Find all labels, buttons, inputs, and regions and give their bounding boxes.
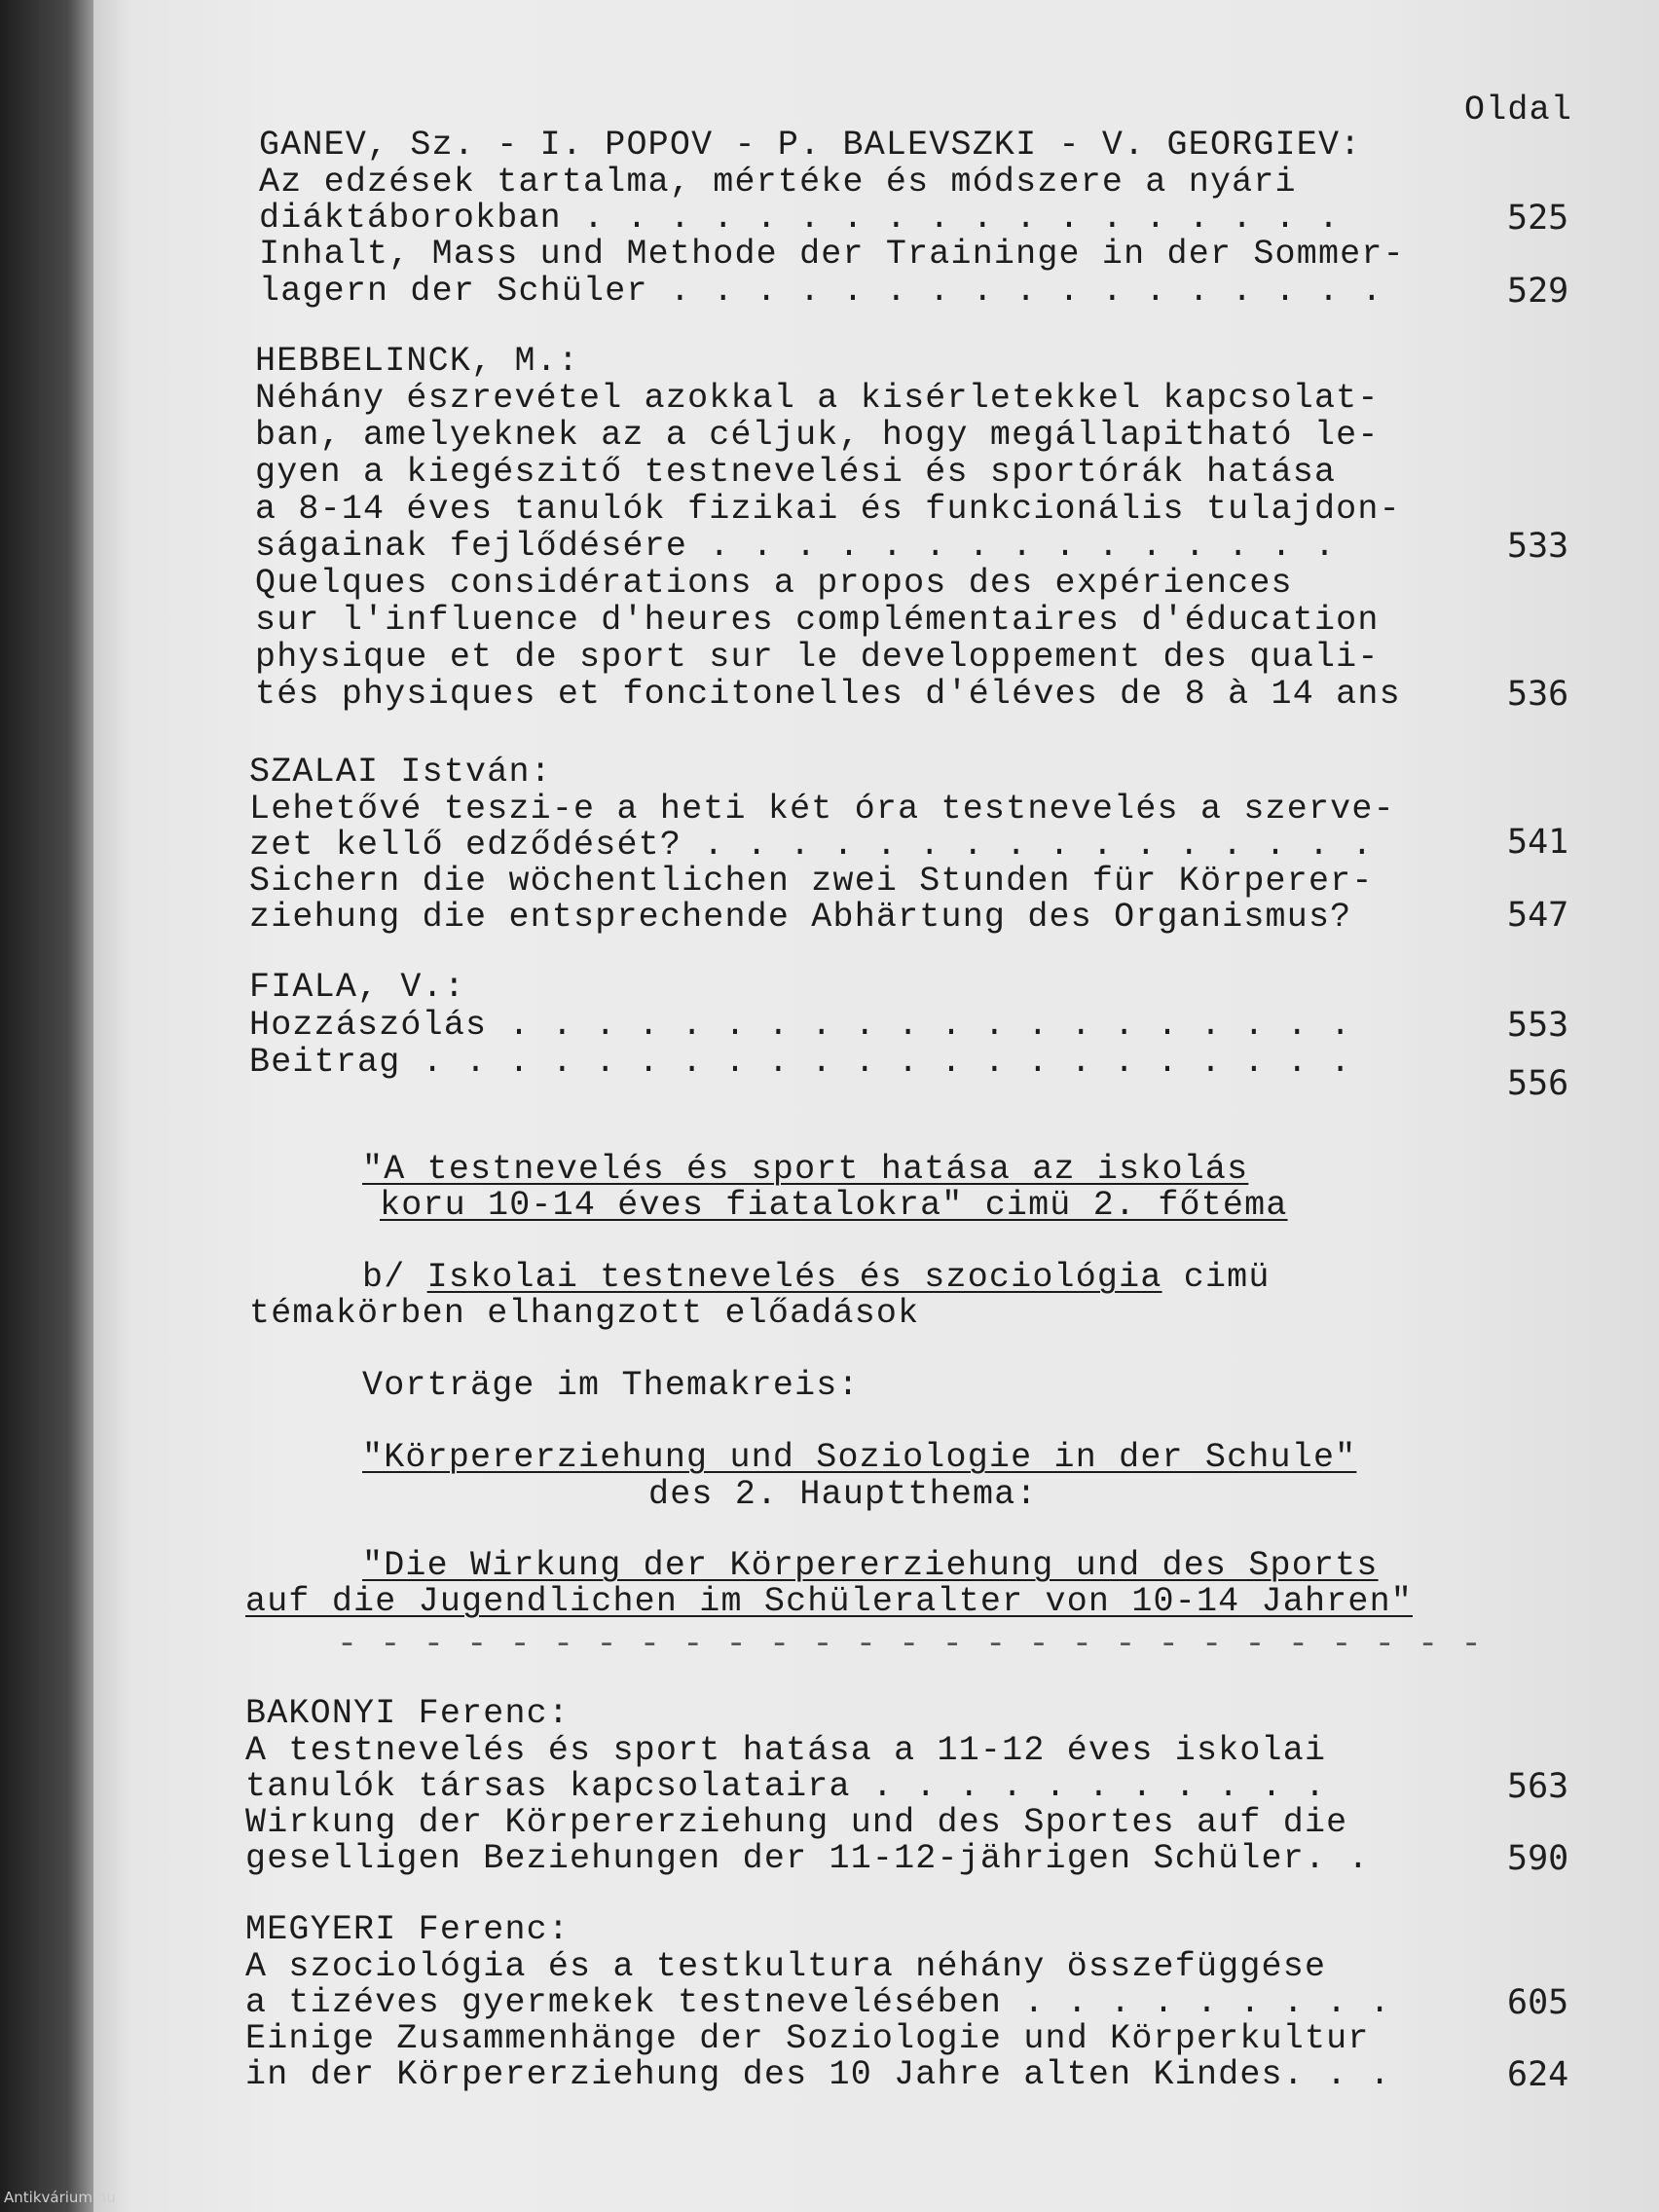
entry-author: SZALAI István: [249, 753, 552, 792]
section-haupt-de: des 2. Hauptthema: [648, 1475, 1038, 1514]
entry-title-line: physique et de sport sur le developpement des quali- [255, 638, 1380, 677]
entry-title-line: ban, amelyeknek az a céljuk, hogy megállapitható le- [255, 416, 1380, 455]
entry-title-line: Beitrag . . . . . . . . . . . . . . . . . . . . . . [249, 1043, 1352, 1082]
watermark: Antikvárium.hu [4, 2189, 116, 2206]
entry-title-line: Hozzászólás . . . . . . . . . . . . . . . . . . . . [249, 1006, 1352, 1045]
page-edge-shadow [0, 0, 93, 2212]
entry-author: BAKONYI Ferenc: [245, 1694, 571, 1733]
entry-title-line: a tizéves gyermekek testnevelésében . . . . . . . . . [245, 1983, 1391, 2022]
page-number: 590 [1507, 1839, 1569, 1878]
page-number: 536 [1507, 675, 1569, 714]
entry-title-line: Lehetővé teszi-e a heti két óra testnevelés a szerve- [249, 790, 1395, 829]
page-number: 525 [1507, 199, 1569, 238]
entry-title-line: in der Körpererziehung des 10 Jahre alten Kindes. . . [245, 2055, 1391, 2094]
document-page [93, 0, 1659, 2212]
entry-title-line: ziehung die entsprechende Abhärtung des Organismus? [249, 898, 1352, 937]
page-number: 547 [1507, 896, 1569, 935]
page-number: 541 [1507, 823, 1569, 862]
page-number: 624 [1507, 2055, 1569, 2094]
section-theme-line: "Die Wirkung der Körpererziehung und des Sports [362, 1546, 1379, 1585]
entry-author: GANEV, Sz. - I. POPOV - P. BALEVSZKI - V. GEORGIEV: [259, 126, 1362, 165]
entry-title-line: Az edzések tartalma, mértéke és módszere a nyári [259, 163, 1297, 202]
entry-title-line: Quelques considérations a propos des expériences [255, 564, 1293, 603]
section-theme-line: koru 10-14 éves fiatalokra" cimü 2. főtéma [380, 1186, 1288, 1225]
entry-author: HEBBELINCK, M.: [255, 342, 580, 381]
entry-title-line: Sichern die wöchentlichen zwei Stunden für Körperer- [249, 862, 1374, 901]
section-theme-de: "Körpererziehung und Soziologie in der Schule" [362, 1438, 1357, 1477]
page-number: 556 [1507, 1064, 1569, 1103]
subsection-title: Iskolai testnevelés és szociológia [426, 1258, 1162, 1297]
section-intro-de: Vorträge im Themakreis: [362, 1366, 860, 1405]
entry-title-line: A testnevelés és sport hatása a 11-12 éves iskolai [245, 1731, 1327, 1770]
entry-title-line: diáktáborokban . . . . . . . . . . . . . . . . . . [259, 199, 1341, 238]
subsection-line: b/ Iskolai testnevelés és szociológia cimü [362, 1258, 1271, 1297]
entry-title-line: sur l'influence d'heures complémentaires d'éducation [255, 601, 1380, 640]
entry-title-line: a 8-14 éves tanulók fizikai és funkcionális tulajdon- [255, 490, 1401, 529]
subsection-line: témakörben elhangzott előadások [249, 1294, 920, 1333]
entry-title-line: Néhány észrevétel azokkal a kisérletekkel kapcsolat- [255, 379, 1380, 418]
entry-title-line: lagern der Schüler . . . . . . . . . . . . . . . . . [259, 272, 1383, 311]
entry-title-line: gyen a kiegészitő testnevelési és sportórák hatása [255, 453, 1337, 492]
entry-title-line: geselligen Beziehungen der 11-12-jährigen Schüler. . [245, 1839, 1370, 1878]
entry-title-line: Wirkung der Körpererziehung und des Sportes auf die [245, 1803, 1348, 1842]
page-number: 605 [1507, 1983, 1569, 2022]
entry-title-line: tanulók társas kapcsolataira . . . . . . . . . . . [245, 1767, 1327, 1806]
section-theme-line: "A testnevelés és sport hatása az iskolás [362, 1150, 1249, 1189]
entry-title-line: Einige Zusammenhänge der Soziologie und Körperkultur [245, 2019, 1370, 2058]
page-column-label: Oldal [1464, 91, 1573, 129]
page-number: 563 [1507, 1767, 1569, 1806]
entry-title-line: Inhalt, Mass und Methode der Traininge in der Sommer- [259, 235, 1405, 274]
entry-author: FIALA, V.: [249, 968, 466, 1007]
entry-title-line: tés physiques et foncitonelles d'éléves de 8 à 14 ans [255, 675, 1401, 714]
page-number: 553 [1507, 1006, 1569, 1045]
entry-title-line: A szociológia és a testkultura néhány összefüggése [245, 1947, 1327, 1986]
page-number: 529 [1507, 272, 1569, 311]
entry-title-line: zet kellő edződését? . . . . . . . . . . . . . . . . [249, 826, 1374, 865]
page-number: 533 [1507, 527, 1569, 566]
separator-line: - - - - - - - - - - - - - - - - - - - - - - - - - - - [337, 1625, 1483, 1664]
entry-title-line: ságainak fejlődésére . . . . . . . . . . . . . . . [255, 527, 1337, 566]
section-theme-line: auf die Jugendlichen im Schüleralter von 10-14 Jahren" [245, 1582, 1413, 1621]
entry-author: MEGYERI Ferenc: [245, 1910, 571, 1949]
